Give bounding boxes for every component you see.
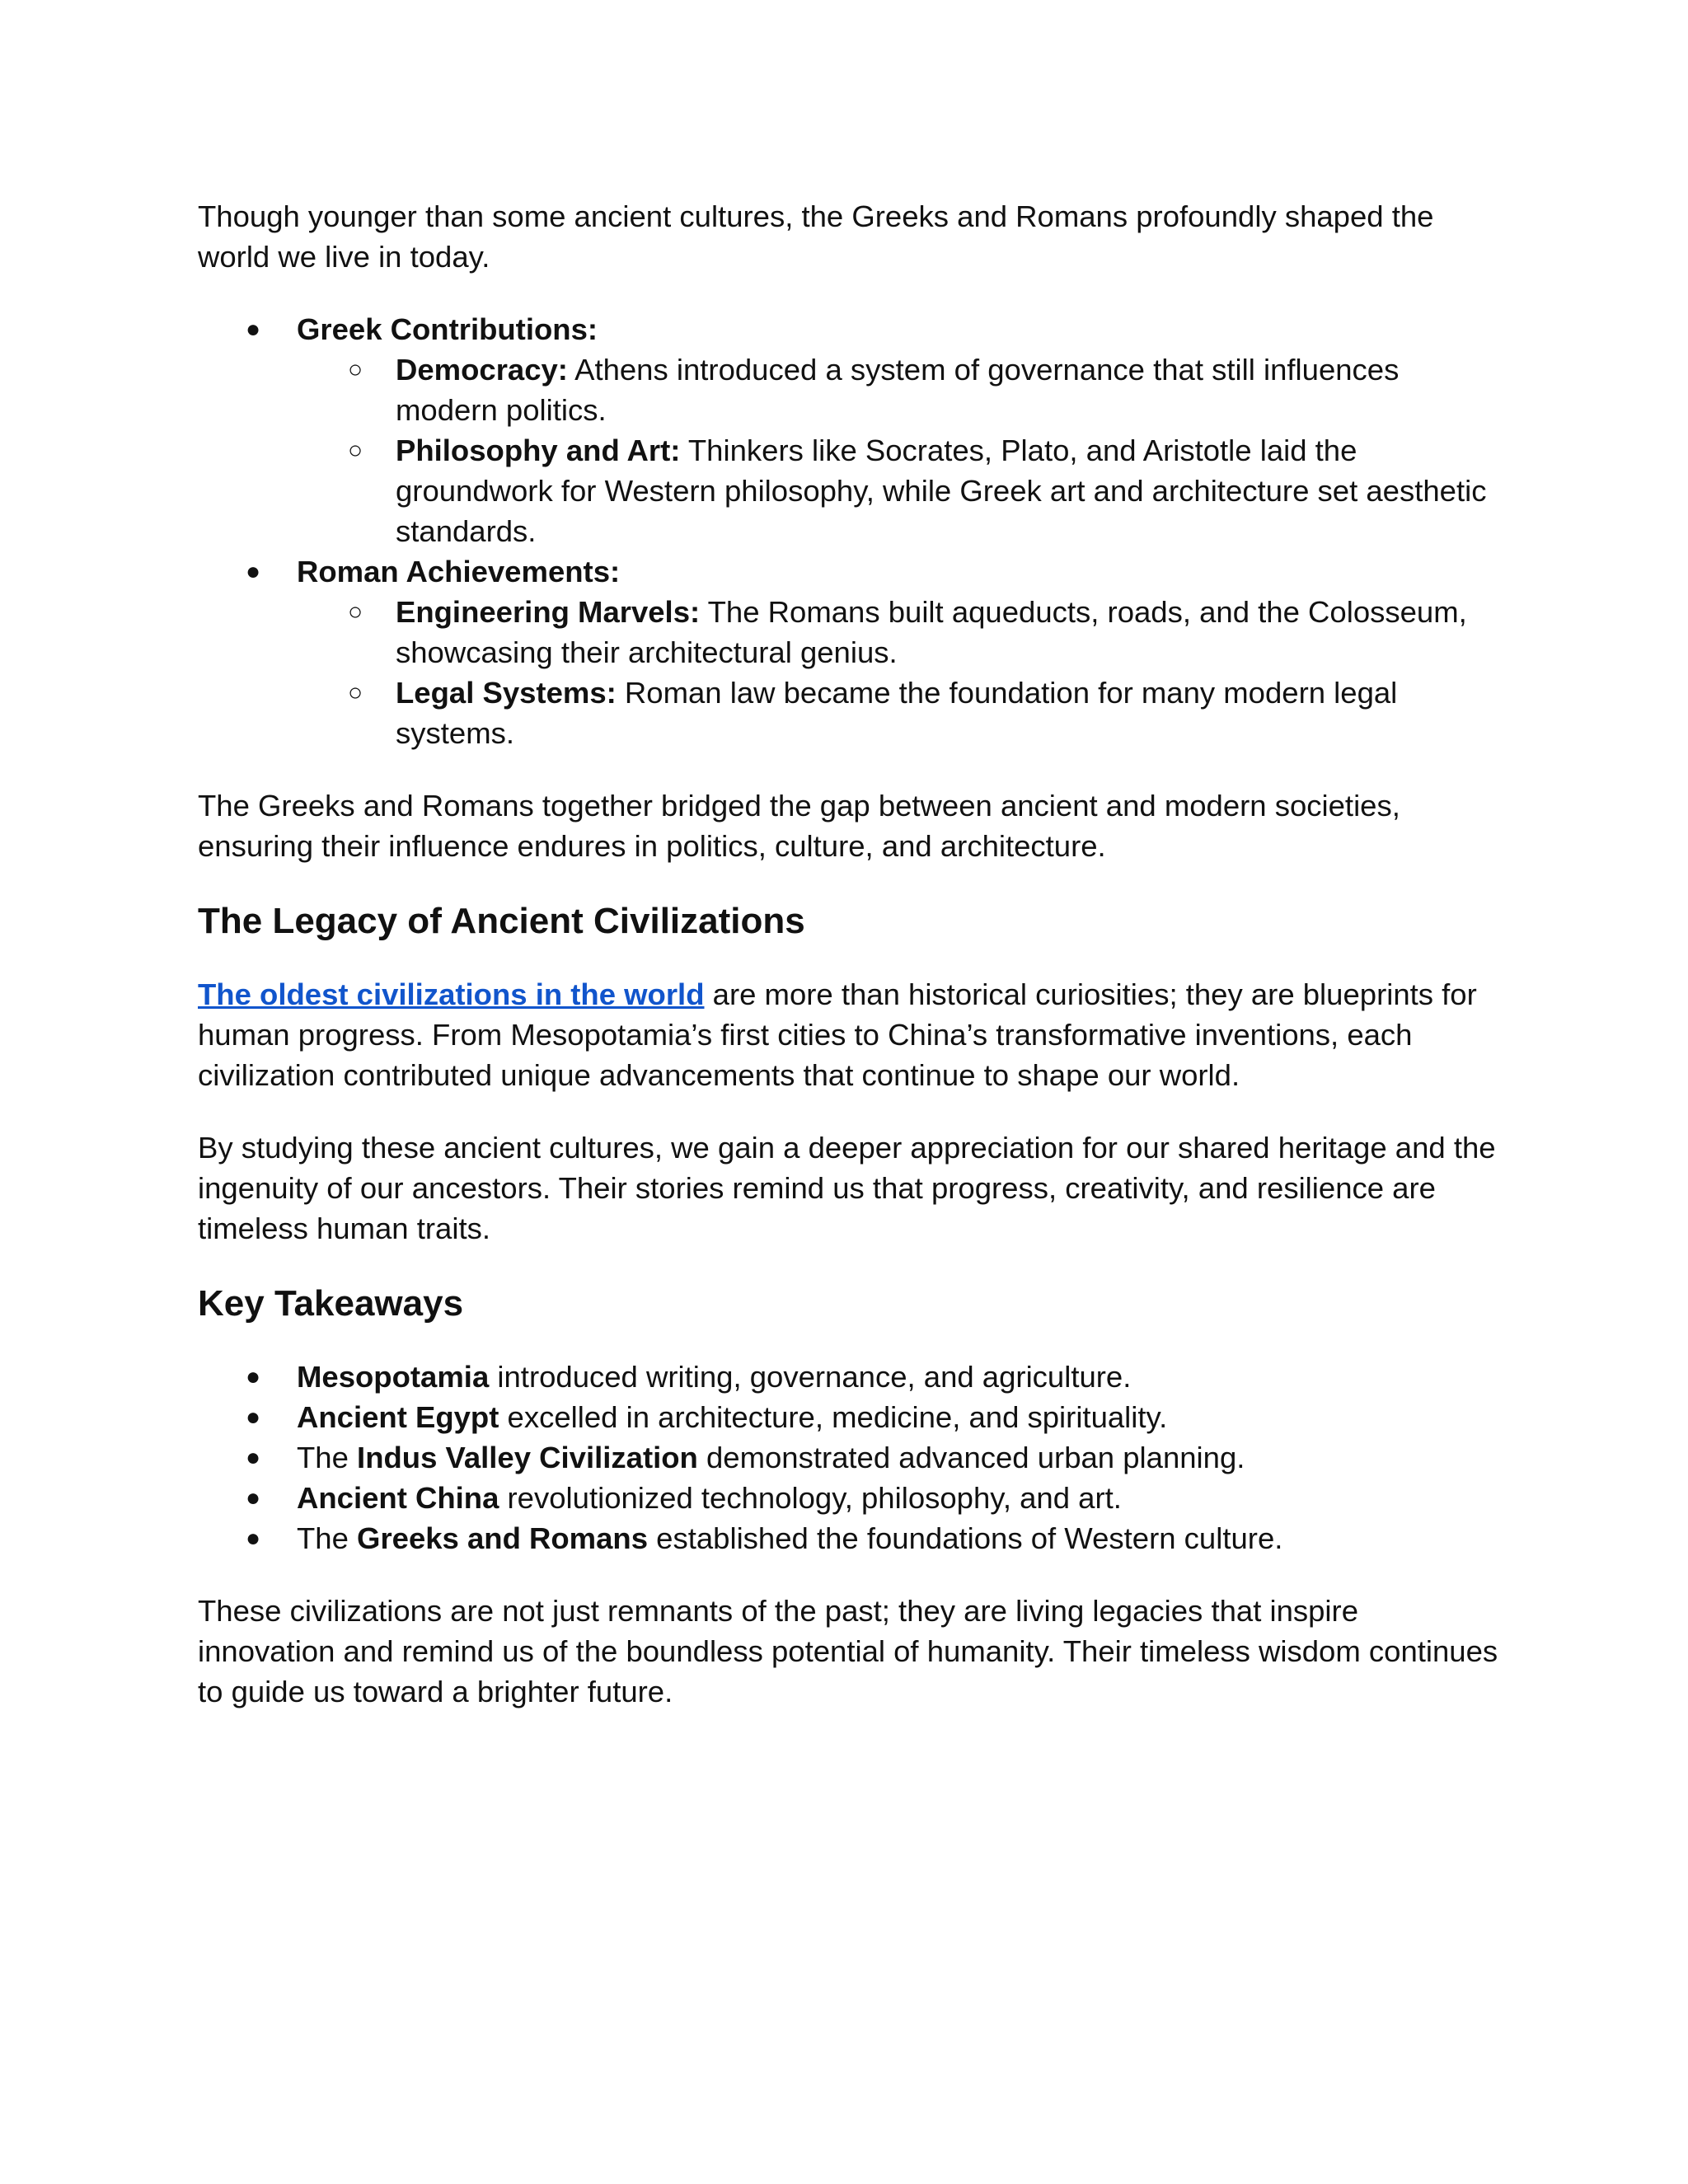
takeaway-post: excelled in architecture, medicine, and spirituality. — [499, 1400, 1168, 1434]
takeaway-pre: The — [297, 1521, 358, 1555]
takeaway-item — [198, 1357, 1500, 1397]
takeaway-item — [198, 1397, 1500, 1437]
list-item-title: Greek Contributions: — [297, 312, 598, 346]
bullet-icon: ● — [246, 316, 261, 343]
takeaway-bold: Greeks and Romans — [357, 1521, 649, 1555]
hollow-bullet-icon: ○ — [348, 679, 363, 706]
takeaway-post: revolutionized technology, philosophy, and art. — [499, 1481, 1122, 1515]
bridge-paragraph: The Greeks and Romans together bridged the gap between ancient and modern societies, ensuring their influence endures in politics, culture, and architecture. — [198, 789, 1400, 863]
hollow-bullet-icon: ○ — [348, 356, 363, 383]
sub-item-text: Athens introduced a system of governance that still influences modern politics. — [396, 353, 1400, 427]
sub-item-label: Philosophy and Art: — [396, 434, 681, 467]
list-item-title: Roman Achievements: — [297, 555, 621, 588]
sub-list-item — [297, 430, 1500, 551]
hollow-bullet-icon: ○ — [348, 437, 363, 464]
legacy-paragraph-2: By studying these ancient cultures, we gain a deeper appreciation for our shared heritage and the ingenuity of our ancestors. Their stories remind us that progress, creativity, and resilience are timeless human traits. — [198, 1131, 1496, 1245]
takeaway-item — [198, 1437, 1500, 1478]
document-page — [198, 196, 1500, 1712]
takeaway-bold: Mesopotamia — [297, 1360, 490, 1394]
intro-paragraph: Though younger than some ancient cultures, the Greeks and Romans profoundly shaped the world we live in today. — [198, 199, 1434, 274]
takeaway-bold: Ancient Egypt — [297, 1400, 499, 1434]
oldest-civilizations-link[interactable]: The oldest civilizations in the world — [198, 977, 705, 1011]
sub-item-label: Democracy: — [396, 353, 568, 387]
takeaway-bold: Indus Valley Civilization — [357, 1441, 698, 1474]
sub-item-text: Roman law became the foundation for many modern legal systems. — [396, 676, 1398, 750]
sub-item-label: Engineering Marvels: — [396, 595, 701, 629]
bullet-icon: ● — [246, 1525, 261, 1552]
bullet-icon: ● — [246, 1484, 261, 1511]
bullet-icon: ● — [246, 558, 261, 585]
sub-list-item — [297, 349, 1500, 430]
takeaway-post: introduced writing, governance, and agriculture. — [489, 1360, 1132, 1394]
sub-item-label: Legal Systems: — [396, 676, 617, 710]
sub-item-text: The Romans built aqueducts, roads, and the Colosseum, showcasing their architectural genius. — [396, 595, 1467, 669]
sub-list-greek — [297, 349, 1500, 551]
sub-list-item — [297, 592, 1500, 673]
takeaways-list — [198, 1357, 1500, 1558]
hollow-bullet-icon: ○ — [348, 598, 363, 626]
closing-paragraph: These civilizations are not just remnants of the past; they are living legacies that inspire innovation and remind us of the boundless potential of humanity. Their timeless wisdom continues to guide us toward a brighter future. — [198, 1594, 1498, 1708]
takeaway-pre: The — [297, 1441, 358, 1474]
bullet-icon: ● — [246, 1404, 261, 1431]
takeaway-post: established the foundations of Western culture. — [648, 1521, 1283, 1555]
sub-list-roman — [297, 592, 1500, 753]
list-item-roman — [198, 551, 1500, 753]
sub-item-text: Thinkers like Socrates, Plato, and Aristotle laid the groundwork for Western philosophy, while Greek art and architecture set aesthetic standards. — [396, 434, 1487, 548]
list-item-greek — [198, 309, 1500, 551]
contributions-list — [198, 309, 1500, 753]
legacy-paragraph-1 — [198, 974, 1500, 1095]
takeaway-bold: Ancient China — [297, 1481, 499, 1515]
bullet-icon: ● — [246, 1363, 261, 1390]
sub-list-item — [297, 673, 1500, 753]
section-heading-legacy: The Legacy of Ancient Civilizations — [198, 901, 805, 941]
bullet-icon: ● — [246, 1444, 261, 1471]
takeaway-item — [198, 1478, 1500, 1518]
takeaway-post: demonstrated advanced urban planning. — [697, 1441, 1245, 1474]
section-heading-takeaways: Key Takeaways — [198, 1283, 464, 1324]
legacy-paragraph-1-text: are more than historical curiosities; they are blueprints for human progress. From Mesopotamia’s first cities to China’s transformative inventions, each civilization contributed unique advancements that continue to shape our world. — [198, 977, 1477, 1092]
takeaway-item — [198, 1518, 1500, 1558]
